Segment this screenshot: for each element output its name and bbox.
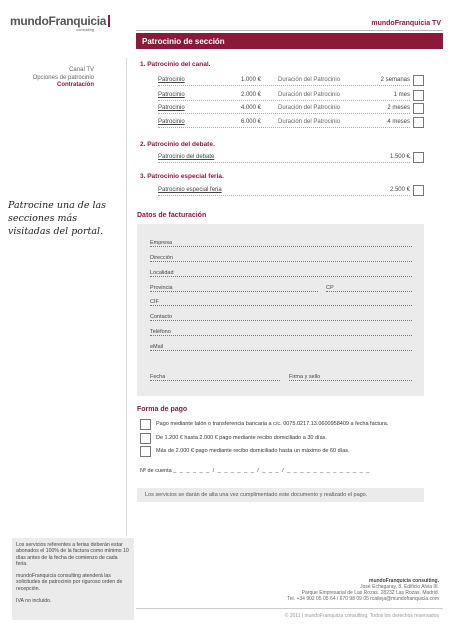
footer-divider bbox=[136, 608, 443, 609]
checkbox[interactable] bbox=[413, 185, 424, 196]
field-label: Firma y sello bbox=[289, 374, 321, 380]
logo bbox=[10, 14, 110, 28]
checkbox[interactable] bbox=[413, 75, 424, 86]
payment-option-label: De 1.200 € hasta 2.000 € pago mediante recibo domiciliado a 30 días. bbox=[156, 435, 327, 441]
logo-text: mundoFranquicia bbox=[10, 14, 107, 28]
row-duration-label: Duración del Patrocinio bbox=[278, 119, 341, 125]
row-duration-label: Duración del Patrocinio bbox=[278, 77, 341, 83]
row-duration: 1 mes bbox=[393, 92, 410, 98]
payment-option[interactable] bbox=[140, 446, 424, 457]
account-label: Nº de cuenta bbox=[140, 468, 172, 474]
checkbox[interactable] bbox=[413, 117, 424, 128]
payment-option-label: Pago mediante talón o transferencia bancaria a c/c. 0075.0217.13.0600958409 a fecha factura. bbox=[156, 421, 389, 427]
field-label: Fecha bbox=[150, 374, 166, 380]
nav-item-contratacion[interactable]: Contratación bbox=[56, 82, 94, 88]
notice-banner: Los servicios se darán de alta una vez cumplimentado este documento y realizado el pago. bbox=[137, 488, 424, 502]
row-price: 2.500 € bbox=[389, 187, 410, 193]
field-line bbox=[150, 246, 412, 247]
checkbox[interactable] bbox=[140, 433, 151, 444]
sponsor-row bbox=[158, 105, 424, 115]
contact-line: José Echegaray, 8, Edificio Alvia III. bbox=[360, 584, 439, 590]
sponsor-row bbox=[158, 77, 424, 87]
logo-subtitle: consulting bbox=[76, 27, 95, 32]
row-underline bbox=[158, 100, 410, 101]
field-line bbox=[150, 350, 412, 351]
section1-title: 1. Patrocinio del canal. bbox=[140, 61, 211, 68]
note-iva: IVA no incluido. bbox=[16, 598, 52, 605]
row-name: Patrocinio especial feria bbox=[158, 187, 222, 193]
checkbox[interactable] bbox=[413, 152, 424, 163]
row-underline bbox=[158, 113, 410, 114]
row-duration-label: Duración del Patrocinio bbox=[278, 105, 341, 111]
copyright: © 2011 | mundoFranquicia consulting. Todos los derechos reservados bbox=[284, 613, 439, 619]
row-price: 2.000 € bbox=[240, 92, 261, 98]
row-price: 1.000 € bbox=[240, 77, 261, 83]
row-underline bbox=[158, 85, 410, 86]
field-line bbox=[150, 380, 280, 381]
contact-line: Parque Empresarial de Las Rozas. 28232 Las Rozas. Madrid. bbox=[301, 590, 439, 596]
payment-option[interactable] bbox=[140, 433, 424, 444]
brand-title: mundoFranquicia TV bbox=[371, 20, 441, 27]
sponsor-row bbox=[158, 154, 424, 164]
checkbox[interactable] bbox=[140, 419, 151, 430]
note-ferias: Los servicios referentes a ferias deberán estar abonados el 100% de la factura como mínimo 10 días antes de la fecha de comienzo de cada feria. bbox=[16, 542, 129, 567]
row-duration: 4 meses bbox=[387, 119, 410, 125]
field-line bbox=[326, 291, 412, 292]
field-line bbox=[150, 276, 412, 277]
account-mask: _ _ _ _ _ _ / _ _ _ _ _ _ / _ _ _ / _ _ _ _ _ _ _ _ _ _ _ _ _ bbox=[173, 468, 371, 474]
account-number[interactable] bbox=[140, 468, 370, 474]
billing-title: Datos de facturación bbox=[137, 212, 207, 219]
top-divider bbox=[136, 30, 443, 31]
row-duration: 2 meses bbox=[387, 105, 410, 111]
field-label: CIF bbox=[150, 299, 159, 305]
contact-block bbox=[239, 578, 439, 602]
sponsor-row bbox=[158, 119, 424, 129]
field-label: Localidad bbox=[150, 270, 174, 276]
row-name: Patrocinio bbox=[158, 105, 185, 111]
payment-option[interactable] bbox=[140, 419, 424, 430]
sponsor-row bbox=[158, 187, 424, 197]
logo-bar bbox=[108, 15, 110, 27]
row-name: Patrocinio bbox=[158, 77, 185, 83]
row-name: Patrocinio bbox=[158, 119, 185, 125]
field-label: Empresa bbox=[150, 240, 173, 246]
payment-option-label: Más de 2.000 € pago mediante recibo domiciliado hasta un máximo de 60 días. bbox=[156, 448, 350, 454]
row-price: 6.000 € bbox=[240, 119, 261, 125]
row-underline bbox=[158, 127, 410, 128]
field-line bbox=[289, 380, 412, 381]
payment-title: Forma de pago bbox=[137, 406, 188, 413]
section2-title: 2. Patrocinio del debate. bbox=[140, 141, 215, 148]
vertical-divider bbox=[126, 58, 127, 536]
checkbox[interactable] bbox=[413, 90, 424, 101]
nav-item-canal-tv[interactable]: Canal TV bbox=[69, 67, 94, 73]
row-price: 1.500 € bbox=[389, 154, 410, 160]
contact-name: mundoFranquicia consulting. bbox=[369, 578, 439, 584]
field-line bbox=[150, 320, 412, 321]
page-title: Patrocinio de sección bbox=[136, 33, 443, 49]
nav-item-opciones[interactable]: Opciones de patrocinio bbox=[32, 74, 94, 81]
handwritten-tagline: Patrocine una de las secciones más visitadas del portal. bbox=[8, 200, 107, 237]
row-duration-label: Duración del Patrocinio bbox=[278, 92, 341, 98]
sponsor-row bbox=[158, 92, 424, 102]
row-underline bbox=[158, 195, 410, 196]
field-line bbox=[150, 261, 412, 262]
row-name: Patrocinio bbox=[158, 92, 185, 98]
checkbox[interactable] bbox=[140, 446, 151, 457]
notes-box bbox=[12, 538, 134, 620]
checkbox[interactable] bbox=[413, 103, 424, 114]
field-line bbox=[150, 305, 412, 306]
field-label: Teléfono bbox=[150, 329, 171, 335]
left-nav bbox=[10, 67, 94, 90]
section3-title: 3. Patrocinio especial feria. bbox=[140, 173, 224, 180]
row-underline bbox=[158, 162, 410, 163]
billing-form bbox=[137, 224, 424, 396]
row-name: Patrocinio del debate bbox=[158, 154, 215, 160]
field-label: Provincia bbox=[150, 285, 173, 291]
contact-line: Tel. +34 902 05 05 64 / 670 98 09 05 rcalleja@mundofranquicia.com bbox=[287, 596, 439, 602]
row-duration: 2 semanas bbox=[380, 77, 410, 83]
field-label: Contacto bbox=[150, 314, 173, 320]
field-label: CP bbox=[326, 285, 334, 291]
field-line bbox=[150, 291, 318, 292]
note-order: mundoFranquicia consulting atenderá las solicitudes de patrocinio por riguroso orden de recepción. bbox=[16, 573, 123, 592]
field-label: eMail bbox=[150, 344, 164, 350]
field-label: Dirección bbox=[150, 255, 173, 261]
field-line bbox=[150, 335, 412, 336]
row-price: 4.000 € bbox=[240, 105, 261, 111]
